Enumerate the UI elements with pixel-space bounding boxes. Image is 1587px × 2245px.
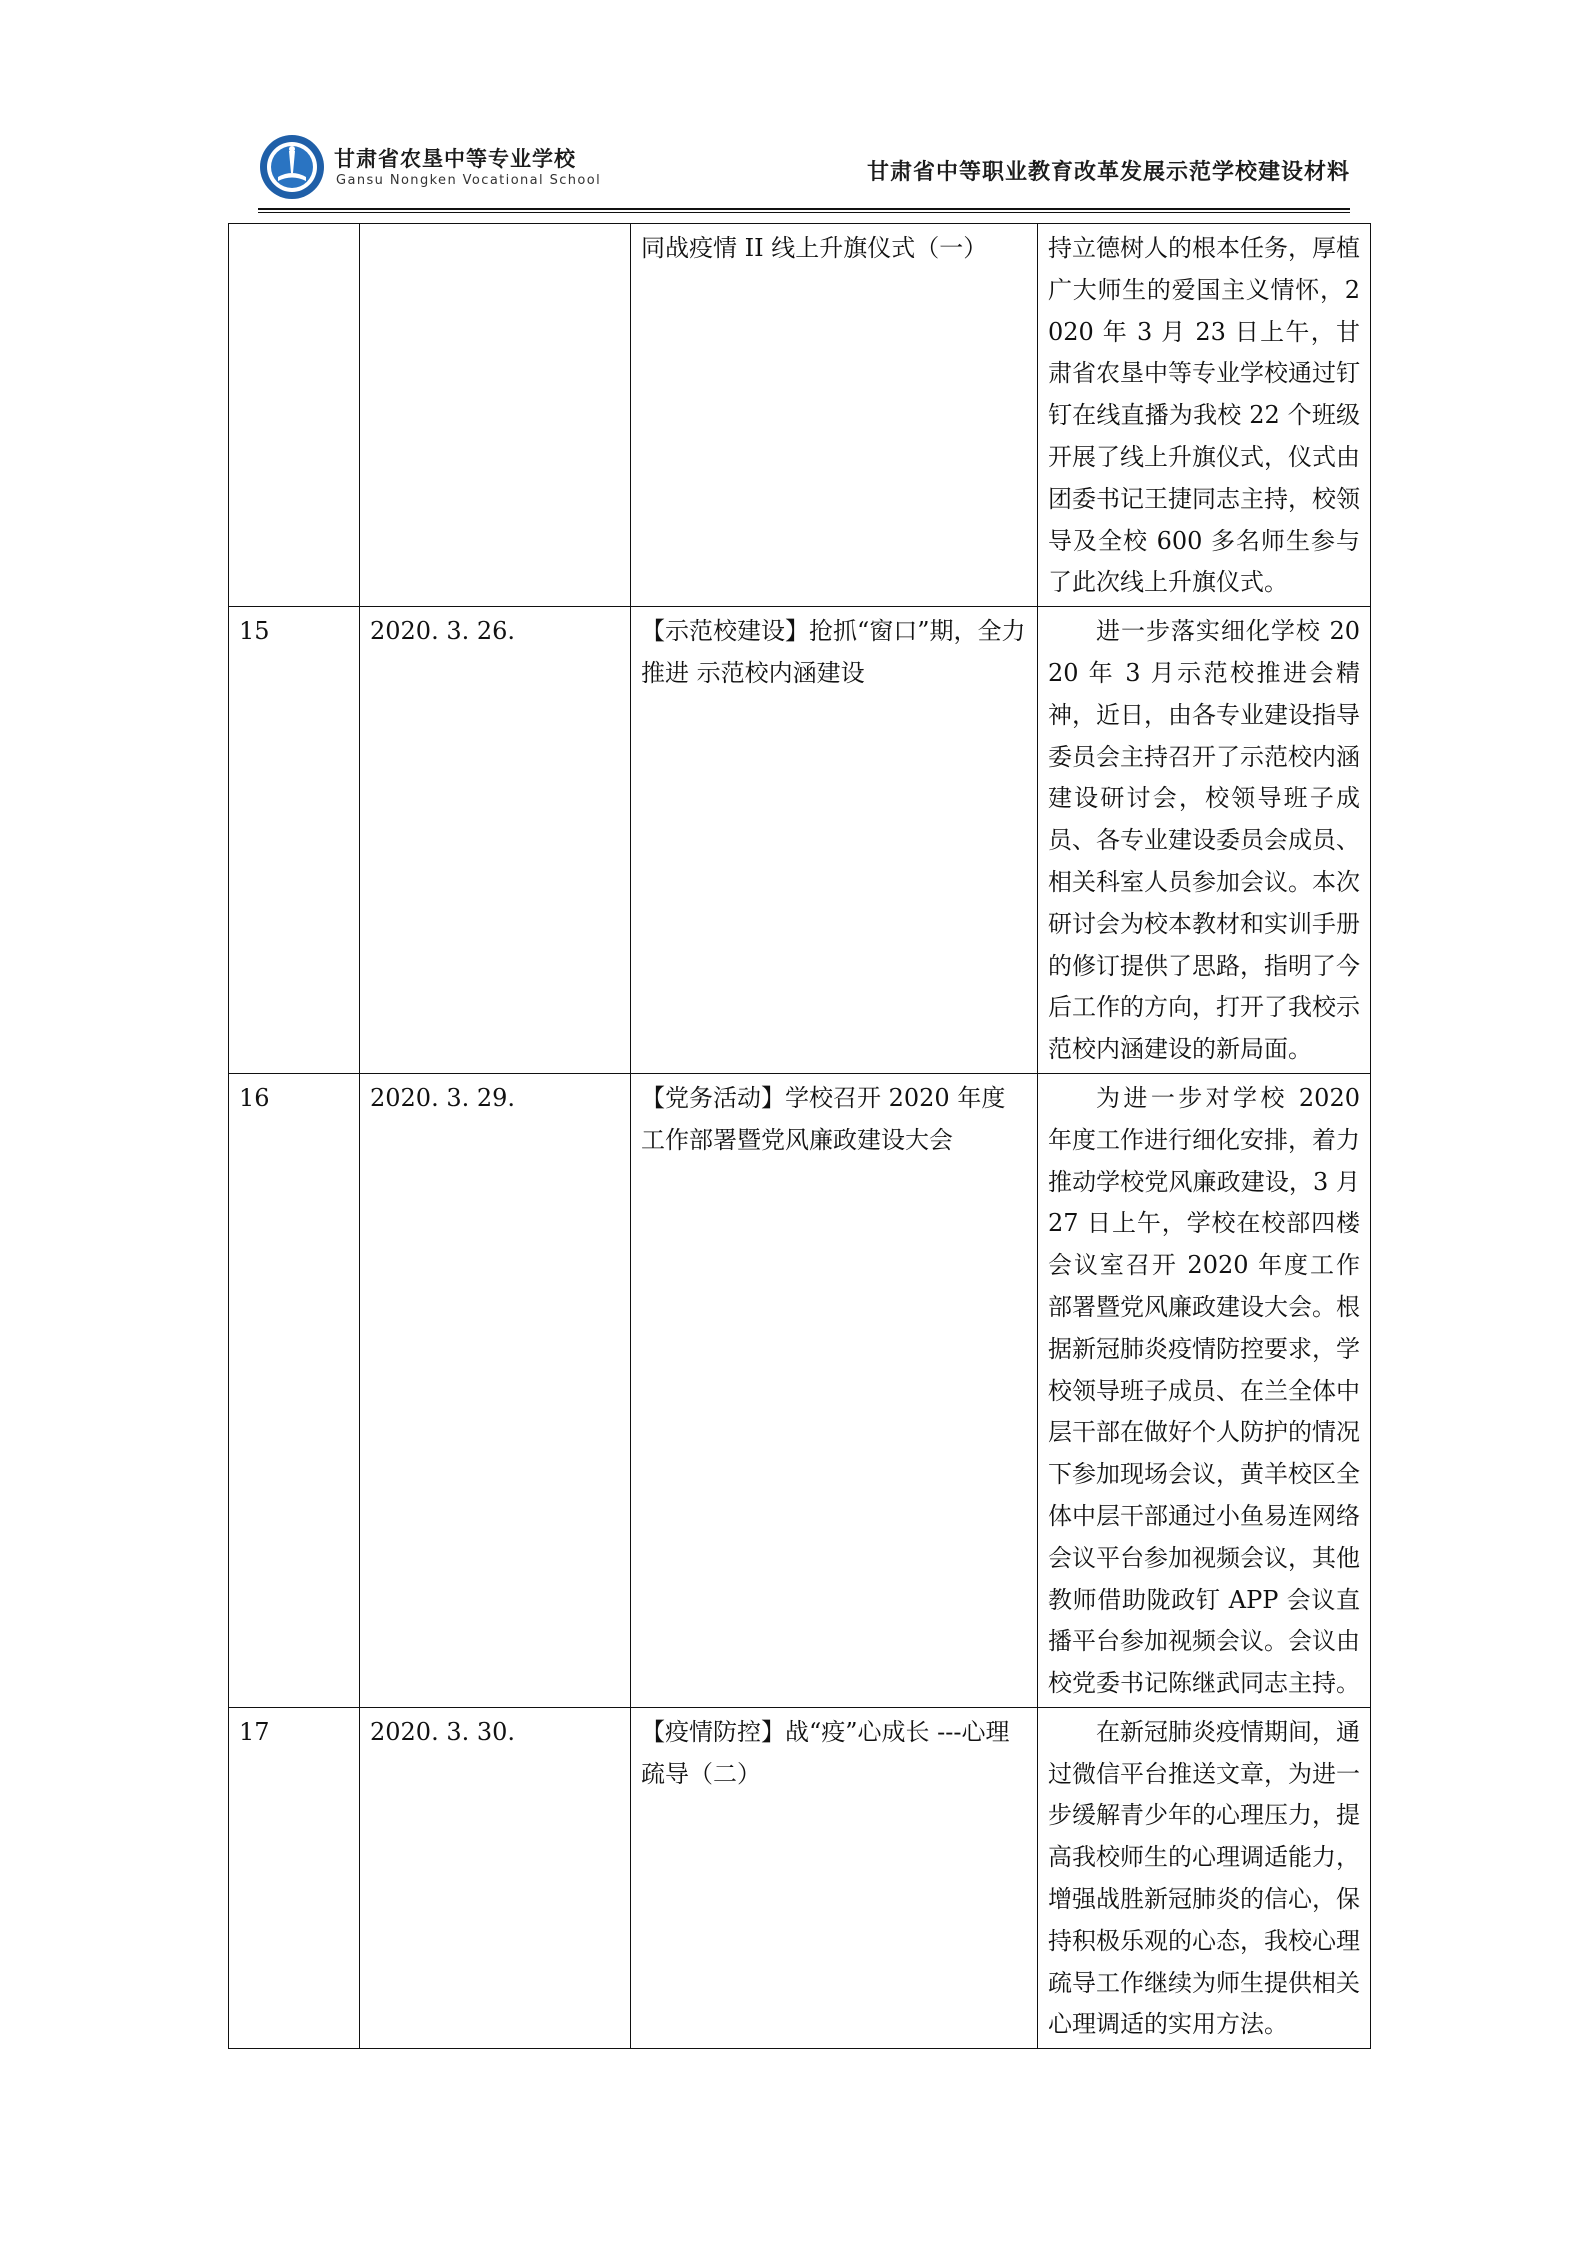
row-title: 【疫情防控】战“疫”心成长 ---心理疏导（二） <box>631 1707 1038 2048</box>
school-name-cn: 甘肃省农垦中等专业学校 <box>334 147 576 171</box>
document-title: 甘肃省中等职业教育改革发展示范学校建设材料 <box>866 160 1350 185</box>
row-date: 2020. 3. 29. <box>360 1073 631 1707</box>
row-content: 在新冠肺炎疫情期间，通过微信平台推送文章，为进一步缓解青少年的心理压力，提高我校师生的心理调适能力，增强战胜新冠肺炎的信心，保持积极乐观的心态，我校心理疏导工作继续为师生提供相关心理调适的实用方法。 <box>1038 1707 1371 2048</box>
row-number <box>229 224 360 607</box>
table-row <box>229 1707 1371 2048</box>
school-name-en: Gansu Nongken Vocational School <box>336 173 602 188</box>
row-content: 持立德树人的根本任务，厚植广大师生的爱国主义情怀，2020 年 3 月 23 日上午，甘肃省农垦中等专业学校通过钉钉在线直播为我校 22 个班级开展了线上升旗仪式，仪式由团委书记王捷同志主持，校领导及全校 600 多名师生参与了此次线上升旗仪式。 <box>1038 224 1371 607</box>
row-number: 17 <box>229 1707 360 2048</box>
row-number: 16 <box>229 1073 360 1707</box>
row-number: 15 <box>229 607 360 1074</box>
page-header <box>258 133 1350 191</box>
table-row <box>229 224 1371 607</box>
row-title: 【党务活动】学校召开 2020 年度工作部署暨党风廉政建设大会 <box>631 1073 1038 1707</box>
row-content: 进一步落实细化学校 2020 年 3 月示范校推进会精神，近日，由各专业建设指导委员会主持召开了示范校内涵建设研讨会，校领导班子成员、各专业建设委员会成员、相关科室人员参加会议。本次研讨会为校本教材和实训手册的修订提供了思路，指明了今后工作的方向，打开了我校示范校内涵建设的新局面。 <box>1038 607 1371 1074</box>
header-divider-thin <box>258 212 1350 213</box>
row-title: 同战疫情 II 线上升旗仪式（一） <box>631 224 1038 607</box>
row-date <box>360 224 631 607</box>
school-emblem-icon <box>258 133 326 201</box>
records-table <box>228 223 1371 2049</box>
row-content: 为进一步对学校 2020 年度工作进行细化安排，着力推动学校党风廉政建设，3 月 27 日上午，学校在校部四楼会议室召开 2020 年度工作部署暨党风廉政建设大会。根据新冠肺炎疫情防控要求，学校领导班子成员、在兰全体中层干部在做好个人防护的情况下参加现场会议，黄羊校区全体中层干部通过小鱼易连网络会议平台参加视频会议，其他教师借助陇政钉 APP 会议直播平台参加视频会议。会议由校党委书记陈继武同志主持。 <box>1038 1073 1371 1707</box>
row-title: 【示范校建设】抢抓“窗口”期，全力推进 示范校内涵建设 <box>631 607 1038 1074</box>
header-divider <box>258 208 1350 210</box>
row-date: 2020. 3. 26. <box>360 607 631 1074</box>
table-row <box>229 607 1371 1074</box>
row-date: 2020. 3. 30. <box>360 1707 631 2048</box>
table-row <box>229 1073 1371 1707</box>
